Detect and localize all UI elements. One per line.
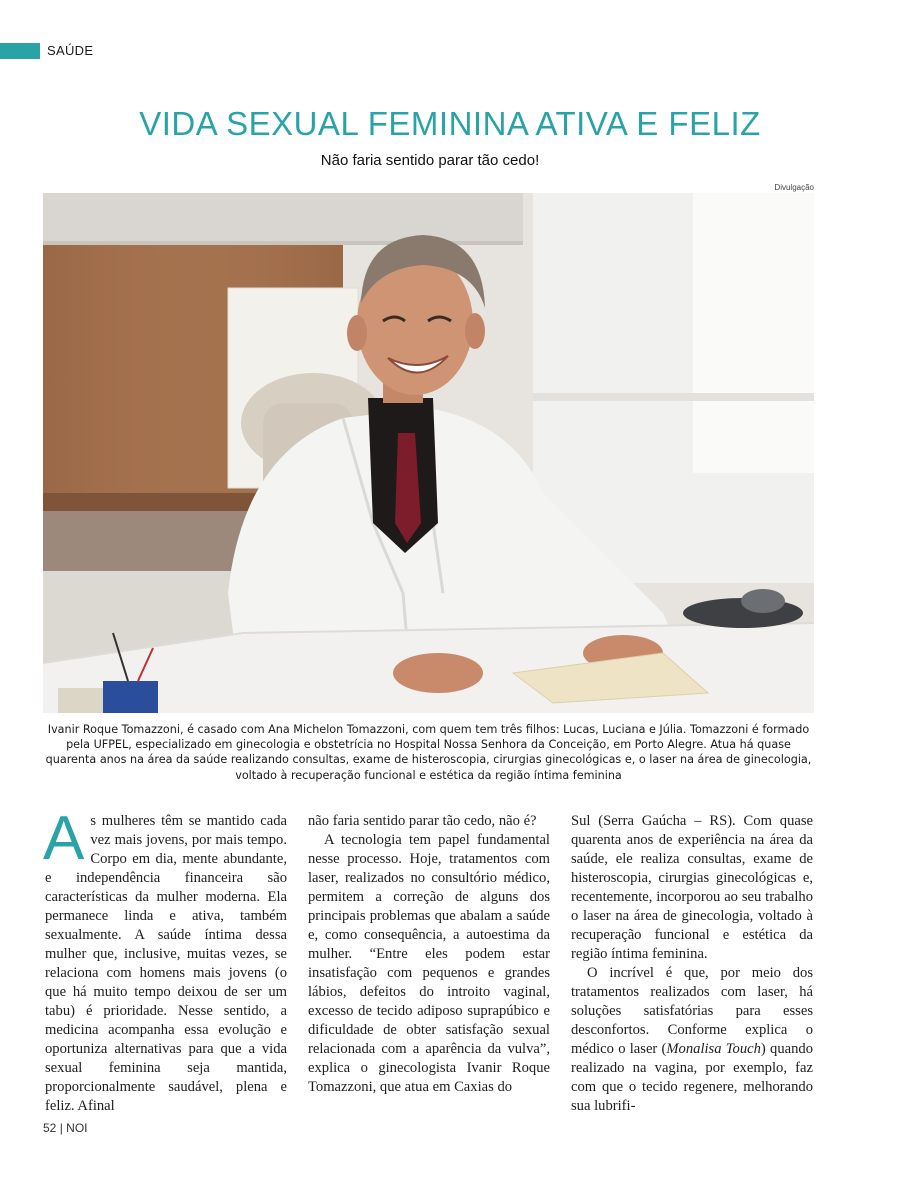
article-column-1 [43,804,287,1116]
article-column-3 [571,812,813,1116]
drop-cap: A [43,804,85,873]
article-column-2 [308,812,550,1097]
doctor-office-illustration [43,193,814,713]
photo-credit: Divulgação [774,183,814,192]
magazine-name: NOI [66,1121,88,1135]
article-paragraph [43,804,287,1116]
photo-caption: Ivanir Roque Tomazzoni, é casado com Ana Michelon Tomazzoni, com quem tem três filhos: Lucas, Luciana e Júlia. Tomazzoni é formado pela UFPEL, especializado em ginecologia e obstetrícia no Hospital Nossa Senhora da Conceição, em Porto Alegre. Atua há quase quarenta anos na área da saúde realizando consultas, exame de histeroscopia, cirurgias ginecológicas e, o laser na área de ginecologia, voltado à recuperação funcional e estética da região íntima feminina [45,723,812,782]
page-footer [43,1121,88,1135]
footer-separator: | [59,1121,63,1135]
article-paragraph: Sul (Serra Gaúcha – RS). Com quase quarenta anos de experiência na área da saúde, ele realiza consultas, exame de histeroscopia, cirurgias ginecológicas e, recentemente, incorporou ao seu trabalho o laser na área de ginecologia, voltado à recuperação funcional e estética da região íntima feminina. [571,813,813,962]
page-number: 52 [43,1121,57,1135]
paragraph-text: s mulheres têm se mantido cada vez mais jovens, por mais tempo. Corpo em dia, mente abundante, e independência financeira são características da mulher moderna. Ela permanece linda e ativa, também sexualmente. A saúde íntima dessa mulher que, inclusive, muitas vezes, se relaciona com homens mais jovens (o que há muito tempo deixou de ser um tabu) é prioridade. Nesse sentido, a medicina acompanha essa evolução e oportuniza alternativas para que a vida sexual feminina seja mantida, proporcionalmente saudável, plena e feliz. Afinal [45,813,287,1114]
section-label: SAÚDE [47,43,94,58]
article-paragraph: não faria sentido parar tão cedo, não é? [308,813,537,829]
paragraph-text: ) quando realizado na vagina, por exemplo, faz com que o tecido regenere, melhorando sua lubrifi- [571,1041,813,1114]
article-paragraph: A tecnologia tem papel fundamental nesse processo. Hoje, tratamentos com laser, realizados no consultório médico, permitem a correção de alguns dos principais problemas que abalam a saúde e, como consequência, a autoestima da mulher. “Entre eles podem estar insatisfação com pequenos e grandes lábios, defeitos do introito vaginal, excesso de tecido adiposo suprapúbico e dificuldade de obter satisfação sexual relacionada com a aparência da vulva”, explica o ginecologista Ivanir Roque Tomazzoni, que atua em Caxias do [308,832,550,1095]
article-title: VIDA SEXUAL FEMININA ATIVA E FELIZ [139,105,761,142]
product-name: Monalisa Touch [666,1041,761,1057]
section-color-tab [0,43,40,59]
article-paragraph [571,964,813,1116]
article-photo [43,193,814,713]
article-subtitle: Não faria sentido parar tão cedo! [320,152,540,169]
paragraph-text: O incrível é que, por meio dos tratamentos realizados com laser, há soluções satisfatórias para esses desconfortos. Conforme explica o médico o laser ( [571,965,813,1057]
